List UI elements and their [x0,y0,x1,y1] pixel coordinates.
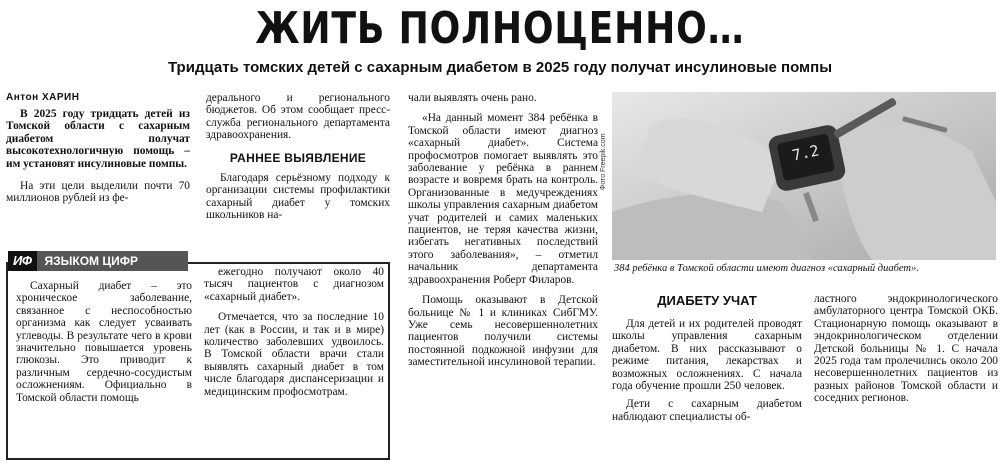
body-paragraph: Благодаря серьёзному подходу к организации системы профилактики сахарный диабет у томских школьников на- [206,172,390,222]
body-paragraph: Дети с сахарным диабетом наблюдают специалисты об- [612,398,802,423]
sidebar-paragraph: ежегодно получают около 40 тысяч пациентов с диагнозом «сахарный диабет». [204,266,384,303]
section-heading-early-detection: РАННЕЕ ВЫЯВЛЕНИЕ [229,150,367,165]
sidebar-paragraph: Отмечается, что за последние 10 лет (как в России, и так и в мире) количество заболевших удвоилось. В Томской области врачи стали выявлять сахарный диабет в том числе благодаря диспансеризации и медицинским профосмотрам. [204,311,384,398]
byline: Антон ХАРИН [6,92,80,103]
body-paragraph: ластного эндокринологического амбулаторного центра Томской ОКБ. Стационарную помощь оказывают в эндокринологическом отделении Детской больницы № 1. С начала 2025 года там пролечились около 200 несовершеннолетних пациентов из разных районов Томской области и соседних регионов. [814,293,998,405]
article-column-5 [814,293,998,463]
sidebar-right-column [204,266,384,456]
glucometer-photo [612,92,996,260]
article-column-4 [612,318,802,464]
sidebar-left-column [16,280,192,456]
body-paragraph: Для детей и их родителей проводят школы управления сахарным диабетом. В них рассказывают о режиме питания, лекарствах и возможных осложнениях. С начала года обучение прошли 250 человек. [612,318,802,393]
article-column-1 [6,108,190,248]
quote-paragraph: «На данный момент 384 ребёнка в Томской области имеют диагноз «сахарный диабет». Система профосмотров помогает выявлять это заболевание у ребёнка в раннем возрасте и вовремя брать на контроль. Организованные в медучреждениях школы управления сахарным диабетом учат родителей и самих маленьких пациентов, не теряя качества жизни, избегать негативных последствий этого заболевания», – отметил начальник департамента здравоохранения Роберт Филаров. [408,112,598,286]
photo-illustration [612,92,996,260]
aif-logo: ИФ [8,251,37,271]
subheadline: Тридцать томских детей с сахарным диабетом в 2025 году получат инсулиновые помпы [167,59,833,76]
photo-credit: Фото Freepik.com [600,133,607,190]
sidebar-title [8,251,188,271]
body-paragraph: На эти цели выделили почти 70 миллионов рублей из фе- [6,180,190,205]
body-paragraph: дерального и регионального бюджетов. Об этом сообщает пресс-служба регионального департамента здравоохранения. [206,92,390,142]
meter-display-value: 7.2 [790,141,821,165]
photo-caption: 384 ребёнка в Томской области имеют диагноз «сахарный диабет». [614,263,919,274]
article-column-2 [206,92,390,242]
lead-paragraph: В 2025 году тридцать детей из Томской области с сахарным диабетом получат высокотехнологичную помощь – им установят инсулиновые помпы. [6,108,190,170]
section-heading-diabetes-school: ДИАБЕТУ УЧАТ [657,293,757,308]
body-paragraph: чали выявлять очень рано. [408,92,537,104]
sidebar-title-text: ЯЗЫКОМ ЦИФР [44,254,139,268]
body-paragraph: Помощь оказывают в Детской больнице № 1 и клиниках СибГМУ. Уже семь несовершеннолетних пациентов получили системы постоянной подкожной инфузии для заместительной инсулиновой терапии. [408,294,598,369]
headline: ЖИТЬ ПОЛНОЦЕННО… [255,3,745,54]
sidebar-paragraph: Сахарный диабет – это хроническое заболевание, связанное с неспособностью организма как следует усваивать углеводы. В результате чего в крови значительно повышается уровень глюкозы. Это приводит к различным сердечно-сосудистым осложнениям. Официально в Томской области помощь [16,280,192,404]
article-column-3 [408,92,598,464]
